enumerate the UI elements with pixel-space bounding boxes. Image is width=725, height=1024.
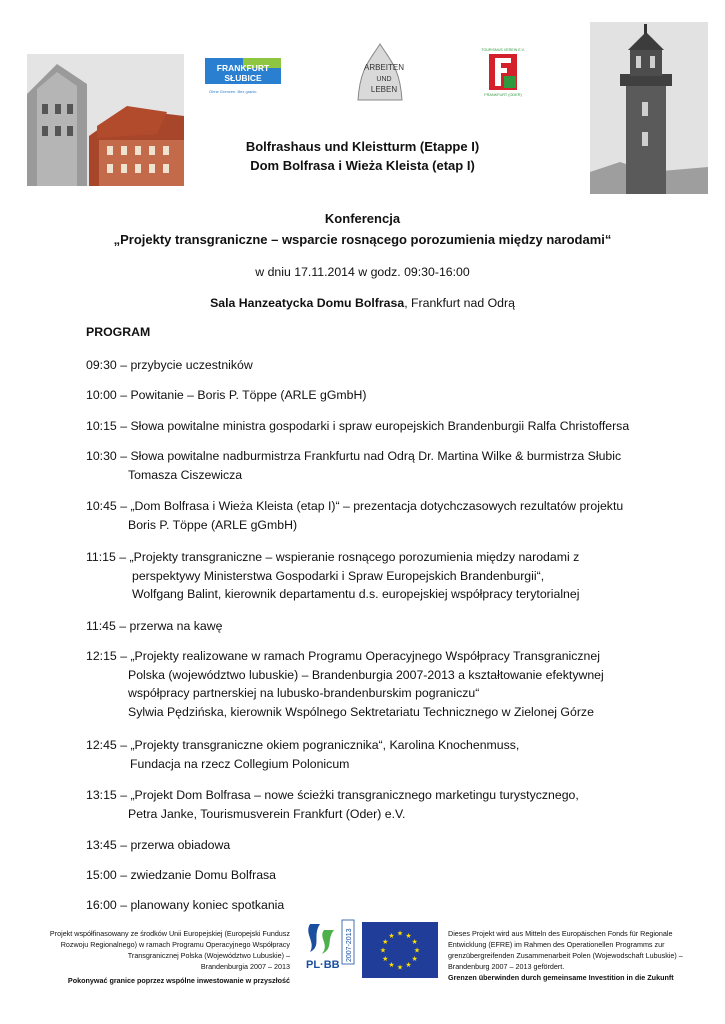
eu-star-icon: ★ bbox=[411, 939, 418, 946]
program-item bbox=[86, 356, 253, 375]
program-item bbox=[86, 836, 230, 855]
conference-label: Konferencja bbox=[324, 211, 401, 226]
program-item bbox=[86, 447, 621, 484]
program-item bbox=[86, 736, 519, 773]
svg-text:UND: UND bbox=[376, 76, 392, 83]
program-heading: PROGRAM bbox=[86, 325, 151, 339]
program-item bbox=[86, 617, 223, 636]
program-item bbox=[86, 497, 623, 534]
svg-text:LEBEN: LEBEN bbox=[370, 85, 398, 94]
program-line: Polska (województwo lubuskie) – Brandenburgia 2007-2013 a kształtowanie efektywnej bbox=[128, 667, 604, 682]
program-line: 11:45 – przerwa na kawę bbox=[86, 619, 223, 633]
program-item bbox=[86, 896, 284, 915]
program-line: współpracy partnerskiej na lubusko-brandenburskim pograniczu“ bbox=[128, 686, 480, 700]
eu-star-icon: ★ bbox=[405, 962, 412, 970]
program-line: 15:00 – zwiedzanie Domu Bolfrasa bbox=[86, 868, 277, 882]
program-line: 12:15 – „Projekty realizowane w ramach Programu Operacyjnego Współpracy Transgranicznej bbox=[86, 649, 600, 663]
program-line: 10:30 – Słowa powitalne nadburmistrza Frankfurtu nad Odrą Dr. Martina Wilke & burmistrza Słubic bbox=[86, 449, 622, 463]
svg-text:FRANKFURT (ODER): FRANKFURT (ODER) bbox=[484, 93, 522, 97]
footer-line: grenzübergreifenden Zusammenarbeit Polen (Wojewodschaft Lubuskie) – bbox=[448, 951, 683, 960]
program-item bbox=[86, 786, 579, 823]
program-item bbox=[86, 548, 579, 604]
eu-star-icon: ★ bbox=[379, 947, 387, 955]
eu-star-icon: ★ bbox=[388, 962, 395, 970]
eu-star-icon: ★ bbox=[396, 930, 404, 938]
footer-line: Brandenburg 2007 – 2013 gefördert. bbox=[448, 962, 565, 971]
svg-text:2007-2013: 2007-2013 bbox=[346, 928, 353, 962]
footer-left-text bbox=[28, 928, 290, 986]
eu-star-icon: ★ bbox=[396, 964, 404, 972]
conference-title: „Projekty transgraniczne – wsparcie rosnącego porozumienia między narodami“ bbox=[113, 232, 612, 247]
eu-star-icon: ★ bbox=[413, 947, 421, 955]
footer-right-text bbox=[448, 928, 710, 983]
program-line: Wolfgang Balint, kierownik departamentu d.s. europejskiej współpracy terytorialnej bbox=[132, 587, 580, 601]
conference-date: w dniu 17.11.2014 w godz. 09:30-16:00 bbox=[255, 265, 470, 279]
program-line: 10:45 – „Dom Bolfrasa i Wieża Kleista (etap I)“ – prezentacja dotychczasowych rezultatów projektu bbox=[86, 499, 624, 513]
program-line: 10:00 – Powitanie – Boris P. Töppe (ARLE gGmbH) bbox=[86, 388, 367, 402]
program-item bbox=[86, 417, 629, 436]
eu-star-icon: ★ bbox=[382, 939, 389, 946]
program-line: 09:30 – przybycie uczestników bbox=[86, 358, 253, 372]
title-pl: Dom Bolfrasa i Wieża Kleista (etap I) bbox=[250, 158, 475, 173]
eu-star-icon: ★ bbox=[411, 956, 418, 963]
eu-star-icon: ★ bbox=[388, 932, 395, 940]
footer-line: Dieses Projekt wird aus Mitteln des Europäischen Fonds für Regionale bbox=[448, 929, 673, 938]
program-line: Petra Janke, Tourismusverein Frankfurt (Oder) e.V. bbox=[128, 806, 406, 821]
footer-line: Projekt współfinasowany ze środków Unii Europejskiej (Europejski Fundusz bbox=[49, 929, 290, 938]
program-item bbox=[86, 647, 604, 721]
program-item bbox=[86, 866, 276, 885]
frankfurt-slubice-logo bbox=[203, 56, 283, 98]
program-line: 16:00 – planowany koniec spotkania bbox=[86, 898, 285, 912]
program-line: Fundacja na rzecz Collegium Polonicum bbox=[130, 756, 350, 771]
eu-star-icon: ★ bbox=[405, 932, 412, 940]
conference-venue bbox=[0, 296, 725, 310]
program-line: 12:45 – „Projekty transgraniczne okiem pogranicznika“, Karolina Knochenmuss, bbox=[86, 738, 520, 752]
footer-line: Brandenburgia 2007 – 2013 bbox=[200, 962, 290, 971]
svg-text:SŁUBICE: SŁUBICE bbox=[224, 73, 262, 83]
eu-flag-icon bbox=[362, 922, 438, 978]
svg-text:TOURISMUS VEREIN E.V.: TOURISMUS VEREIN E.V. bbox=[481, 48, 525, 52]
svg-text:FRANKFURT: FRANKFURT bbox=[216, 63, 270, 73]
tourismusverein-logo bbox=[481, 46, 525, 102]
venue-city: , Frankfurt nad Odrą bbox=[404, 296, 515, 310]
program-line: 13:45 – przerwa obiadowa bbox=[86, 838, 231, 852]
svg-text:ARBEITEN: ARBEITEN bbox=[363, 63, 405, 72]
program-item bbox=[86, 386, 366, 405]
arbeiten-und-leben-logo bbox=[344, 42, 416, 100]
footer-line: Transgranicznej Polska (Województwo Lubuskie) – bbox=[127, 951, 290, 960]
program-line: Sylwia Pędzińska, kierownik Wspólnego Sektretariatu Technicznego w Zielonej Górze bbox=[128, 704, 594, 719]
eu-star-icon: ★ bbox=[382, 956, 389, 963]
program-line: 11:15 – „Projekty transgraniczne – wspieranie rosnącego porozumienia między narodami z bbox=[86, 550, 580, 564]
program-line: perspektywy Ministerstwa Gospodarki i Spraw Europejskich Brandenburgii“, bbox=[132, 568, 545, 583]
svg-text:Ohne Grenzen. Bez granic.: Ohne Grenzen. Bez granic. bbox=[209, 89, 258, 94]
footer-line: Entwicklung (EFRE) im Rahmen des Operationellen Programms zur bbox=[448, 940, 665, 949]
footer-motto-pl: Pokonywać granice poprzez wspólne inwestowanie w przyszłość bbox=[67, 976, 290, 985]
title-de: Bolfrashaus und Kleistturm (Etappe I) bbox=[245, 139, 480, 154]
footer-line: Rozwoju Regionalnego) w ramach Programu Operacyjnego Współpracy bbox=[60, 940, 290, 949]
program-line: 13:15 – „Projekt Dom Bolfrasa – nowe ścieżki transgranicznego marketingu turystycznego, bbox=[86, 788, 579, 802]
plbb-logo bbox=[302, 916, 358, 978]
svg-text:PL·BB: PL·BB bbox=[306, 959, 340, 971]
program-line: Boris P. Töppe (ARLE gGmbH) bbox=[128, 517, 298, 532]
venue-name: Sala Hanzeatycka Domu Bolfrasa bbox=[210, 296, 405, 310]
program-line: Tomasza Ciszewicza bbox=[128, 467, 243, 482]
program-line: 10:15 – Słowa powitalne ministra gospodarki i spraw europejskich Brandenburgii Ralfa Christoffersa bbox=[86, 419, 630, 433]
footer-motto-de: Grenzen überwinden durch gemeinsame Investition in die Zukunft bbox=[448, 973, 674, 982]
